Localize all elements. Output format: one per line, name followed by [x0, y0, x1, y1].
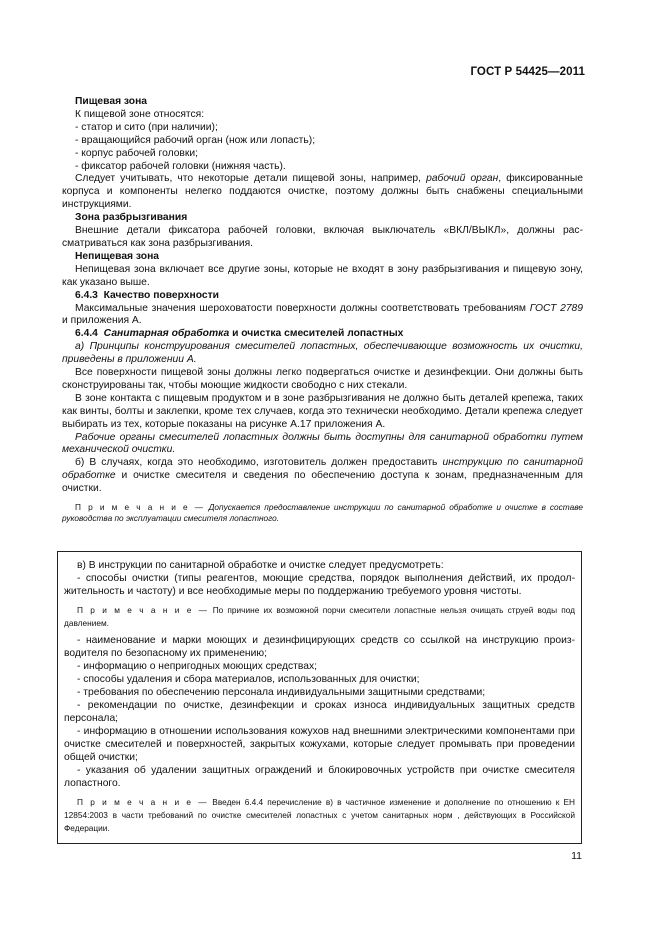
box-list-item: - информацию в отношении использования кожухов над внешними электрическими компонентами при очистке смесителей и поверхностей, закрытых кожухами, которые следует промывать при проведении общей очистки; [64, 726, 575, 763]
sanitary-para-a: а) Принципы конструирования смесителей лопастных, обеспечивающие возможность их очистки, приведены в приложении А. [62, 341, 583, 366]
nonfood-zone-heading: Непищевая зона [75, 250, 160, 262]
document-code-header: ГОСТ Р 54425—2011 [470, 66, 585, 78]
splash-zone-text: Внешние детали фиксатора рабочей головки, включая выключатель «ВКЛ/ВЫКЛ», должны рассматриваться как зона разбрызгивания. [62, 225, 583, 249]
amendment-box [57, 551, 582, 844]
page-number: 11 [571, 850, 582, 862]
box-item-1: - способы очистки (типы реагентов, моющие средства, порядок выполнения действий, их продолжительность и частоту) и все необходимые меры по поддержанию требуемого уровня чистоты. [64, 573, 575, 597]
sanitary-para-2: Все поверхности пищевой зоны должны легко подвергаться очистке и дезинфекции. Они должны быть сконструированы так, чтобы моющие жидкости свободно с них стекали. [62, 367, 583, 391]
sanitary-heading: 6.4.4 Санитарная обработка и очистка смесителей лопастных [75, 328, 404, 340]
sanitary-para-b: б) В случаях, когда это необходимо, изготовитель должен предоставить инструкцию по санитарной обработке и очистке смесителя и сведения по обеспечению доступа к зонам, предназначенным для очистки. [62, 457, 583, 495]
surface-quality-text: Максимальные значения шероховатости поверхности должны соответствовать требованиям ГОСТ 2789 и приложения А. [62, 302, 583, 327]
food-zone-intro: К пищевой зоне относятся: [75, 108, 205, 120]
sanitary-para-4: Рабочие органы смесителей лопастных должны быть доступны для санитарной обработки путем механической очистки. [62, 431, 583, 456]
splash-zone-heading: Зона разбрызгивания [75, 212, 188, 224]
food-zone-item: - корпус рабочей головки; [75, 147, 199, 159]
box-note-1: П р и м е ч а н и е — По причине их возможной порчи смесители лопастные нельзя очищать струей воды под давлением. [64, 605, 575, 628]
sanitary-para-3: В зоне контакта с пищевым продуктом и в зоне разбрызгивания не должно быть деталей крепежа, таких как винты, болты и заклепки, кроме тех случаев, когда это технически необходимо. Детали крепежа следует выбирать из тех, которые показаны на рисунке А.17 приложения А. [62, 392, 583, 430]
box-list-item: - требования по обеспечению персонала индивидуальными защитными средствами; [77, 687, 486, 698]
box-list-item: - информацию о непригодных моющих средствах; [77, 661, 317, 672]
box-list-item: - способы удаления и сбора материалов, использованных для очистки; [77, 674, 420, 685]
food-zone-item: - фиксатор рабочей головки (нижняя часть). [75, 160, 286, 172]
box-note-2: П р и м е ч а н и е — Введен 6.4.4 перечисление в) в частичное изменение и дополнение по отношению к ЕН 12854:2003 в части требований по очистке смесителей лопастных с учетом санитарных норм , действующих в Российской Федерации. [64, 797, 576, 833]
main-text [62, 96, 583, 524]
food-zone-heading: Пищевая зона [75, 96, 148, 107]
box-list-item: - рекомендации по очистке, дезинфекции и сроках износа индивидуальных защитных средств персонала; [64, 700, 575, 724]
food-zone-item: - вращающийся рабочий орган (нож или лопасть); [75, 134, 316, 146]
box-list-item: - указания об удалении защитных ограждений и блокировочных устройств при очистке смесителя лопастного. [64, 765, 575, 789]
sanitary-note: П р и м е ч а н и е — Допускается предоставление инструкции по санитарной обработке и очистке в составе руководства по эксплуатации смесителя лопастного. [62, 502, 583, 524]
food-zone-paragraph: Следует учитывать, что некоторые детали пищевой зоны, например, рабочий орган, фиксированные корпуса и компоненты нелегко поддаются очистке, поэтому должны быть снабжены специальными инструкциями. [62, 173, 583, 211]
box-line-v: в) В инструкции по санитарной обработке и очистке следует предусмотреть: [77, 560, 444, 571]
food-zone-item: - статор и сито (при наличии); [75, 121, 218, 133]
surface-quality-heading: 6.4.3 Качество поверхности [75, 289, 219, 301]
nonfood-zone-text: Непищевая зона включает все другие зоны, которые не входят в зону разбрызгивания и пищевую зону, как указано выше. [62, 263, 583, 288]
box-list-item: - наименование и марки моющих и дезинфицирующих средств со ссылкой на инструкцию производителя по безопасному их применению; [64, 635, 575, 659]
